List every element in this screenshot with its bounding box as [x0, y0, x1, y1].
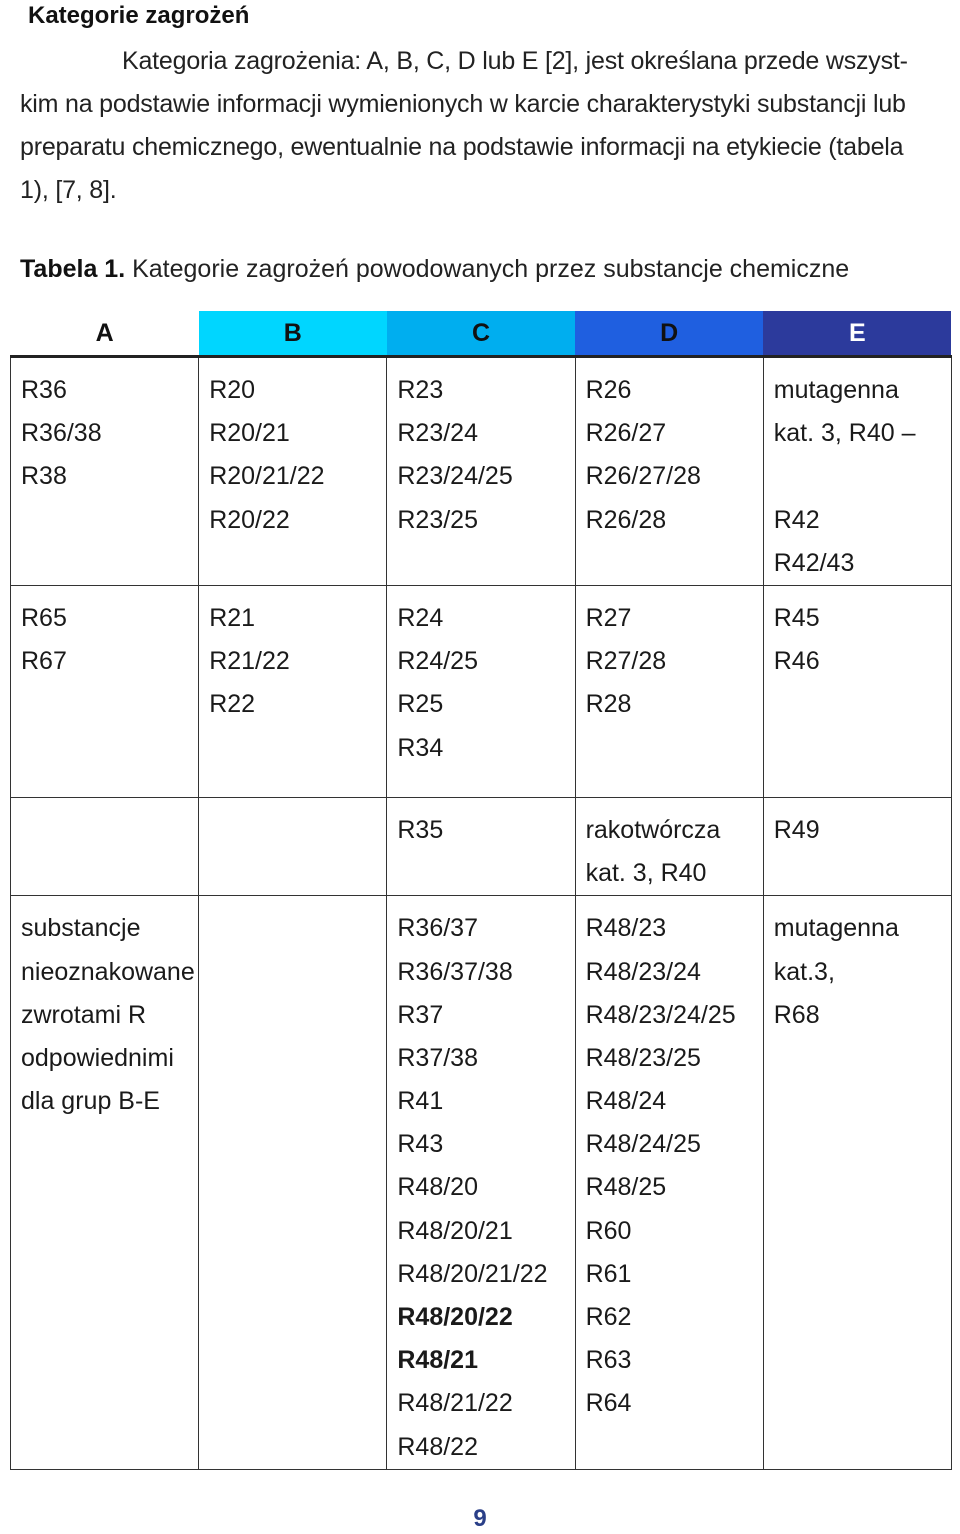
table-cell-a [11, 896, 199, 1469]
cell-item: dla grup B-E [21, 1087, 160, 1116]
cell-item: R48/22 [397, 1432, 478, 1461]
cell-item: R23 [397, 376, 444, 404]
cell-item: substancje [21, 914, 141, 943]
header-cell-e: E [763, 311, 951, 357]
cell-item: R48/24/25 [585, 1130, 701, 1159]
header-cell-c: C [387, 311, 575, 357]
cell-item: R67 [21, 647, 67, 676]
cell-item: R27 [585, 603, 632, 632]
table-cell-c [387, 357, 575, 586]
cell-item: R48/23/24 [585, 957, 701, 986]
cell-item: R26/28 [585, 505, 667, 534]
cell-item: R48/24 [585, 1087, 667, 1116]
cell-item: R60 [585, 1216, 632, 1245]
table-cell-c [387, 797, 575, 895]
cell-item: R42/43 [773, 548, 855, 577]
cell-item: R23/24/25 [397, 462, 513, 491]
cell-item: R35 [397, 815, 444, 844]
header-cell-d: D [575, 311, 763, 357]
table-cell-a [11, 357, 199, 586]
cell-item: mutagenna [773, 376, 899, 404]
cell-item: R26 [585, 376, 632, 404]
cell-item: R36/37 [397, 914, 478, 943]
cell-item: R36/38 [21, 419, 102, 448]
caption-label: Tabela 1. [20, 255, 126, 283]
section-heading: Kategorie zagrożeń [28, 2, 250, 29]
cell-item: R48/23/25 [585, 1043, 701, 1072]
cell-item: odpowiednimi [21, 1043, 174, 1072]
cell-item: R48/21 [397, 1346, 478, 1375]
caption-text: Kategorie zagrożeń powodowanych przez substancje chemiczne [132, 255, 850, 283]
intro-line: kim na podstawie informacji wymienionych w karcie charakterystyki substancji lub [20, 90, 906, 118]
hazard-categories-table [10, 311, 952, 1470]
cell-item: R48/20/21 [397, 1216, 513, 1245]
table-cell-b [199, 357, 387, 586]
cell-item: R20 [209, 376, 256, 404]
cell-item: R36/37/38 [397, 957, 513, 986]
header-row [11, 311, 952, 357]
cell-item: R48/25 [585, 1173, 667, 1202]
cell-item: R23/24 [397, 419, 478, 448]
table-row [11, 585, 952, 797]
cell-item: R27/28 [585, 647, 667, 676]
cell-item: R24/25 [397, 647, 478, 676]
intro-line: 1), [7, 8]. [20, 176, 117, 204]
cell-item: R64 [585, 1389, 632, 1418]
cell-item: R68 [773, 1000, 820, 1029]
cell-item: R26/27/28 [585, 462, 701, 491]
cell-item: R48/23 [585, 914, 667, 943]
table-cell-b [199, 797, 387, 895]
table-cell-e [763, 585, 951, 797]
cell-item: R20/22 [209, 505, 290, 534]
cell-item: R26/27 [585, 419, 667, 448]
cell-item: R48/21/22 [397, 1389, 513, 1418]
cell-item: R37/38 [397, 1043, 478, 1072]
table-cell-a [11, 797, 199, 895]
cell-item: kat. 3, R40 – [773, 419, 916, 448]
table-cell-e [763, 797, 951, 895]
header-cell-a: A [11, 311, 199, 357]
table-row [11, 797, 952, 895]
cell-item: R22 [209, 690, 256, 719]
cell-item: R45 [773, 603, 820, 632]
cell-item: R62 [585, 1303, 632, 1331]
table-cell-d [575, 357, 763, 586]
cell-item: R37 [397, 1000, 444, 1029]
cell-item [774, 455, 941, 498]
cell-item: kat.3, [773, 957, 835, 986]
cell-item: R24 [397, 603, 444, 632]
table-cell-b [199, 585, 387, 797]
cell-item: zwrotami R [21, 1000, 147, 1029]
table-cell-c [387, 585, 575, 797]
intro-line: preparatu chemicznego, ewentualnie na podstawie informacji na etykiecie (tabela [20, 133, 904, 161]
table-row [11, 896, 952, 1469]
table-caption [20, 255, 849, 284]
page-number: 9 [473, 1505, 487, 1532]
cell-item: R20/21/22 [209, 462, 325, 491]
table-cell-d [575, 896, 763, 1469]
cell-item: R38 [21, 462, 67, 491]
intro-line: Kategoria zagrożenia: A, B, C, D lub E [2], jest określana przede wszyst- [122, 47, 908, 75]
cell-item: R48/20 [397, 1173, 478, 1202]
cell-item: kat. 3, R40 [585, 859, 707, 888]
cell-item: R36 [21, 376, 67, 404]
cell-item: rakotwórcza [585, 815, 721, 844]
cell-item: R65 [21, 603, 67, 632]
cell-item: R63 [585, 1346, 632, 1375]
cell-item: R20/21 [209, 419, 290, 448]
cell-item: mutagenna [773, 914, 899, 943]
table-cell-d [575, 585, 763, 797]
cell-item: R34 [397, 733, 444, 762]
cell-item: R46 [773, 647, 820, 676]
table-cell-c [387, 896, 575, 1469]
cell-item: R48/23/24/25 [585, 1000, 736, 1029]
cell-item: R48/20/21/22 [397, 1259, 548, 1288]
table-cell-e [763, 896, 951, 1469]
table-row [11, 357, 952, 586]
cell-item: R23/25 [397, 505, 478, 534]
cell-item: R21 [209, 603, 256, 632]
intro-paragraph [20, 40, 942, 212]
cell-item: R21/22 [209, 647, 290, 676]
cell-item: R41 [397, 1087, 444, 1116]
cell-item: R25 [397, 690, 444, 719]
table-cell-b [199, 896, 387, 1469]
cell-item: nieoznakowane [21, 957, 195, 986]
cell-item: R48/20/22 [397, 1303, 513, 1331]
table-cell-e [763, 357, 951, 586]
cell-item: R42 [773, 505, 820, 534]
cell-item: R49 [773, 815, 820, 844]
table-cell-a [11, 585, 199, 797]
cell-item: R61 [585, 1259, 632, 1288]
table-cell-d [575, 797, 763, 895]
cell-item: R28 [585, 690, 632, 719]
cell-item: R43 [397, 1130, 444, 1159]
header-cell-b: B [199, 311, 387, 357]
